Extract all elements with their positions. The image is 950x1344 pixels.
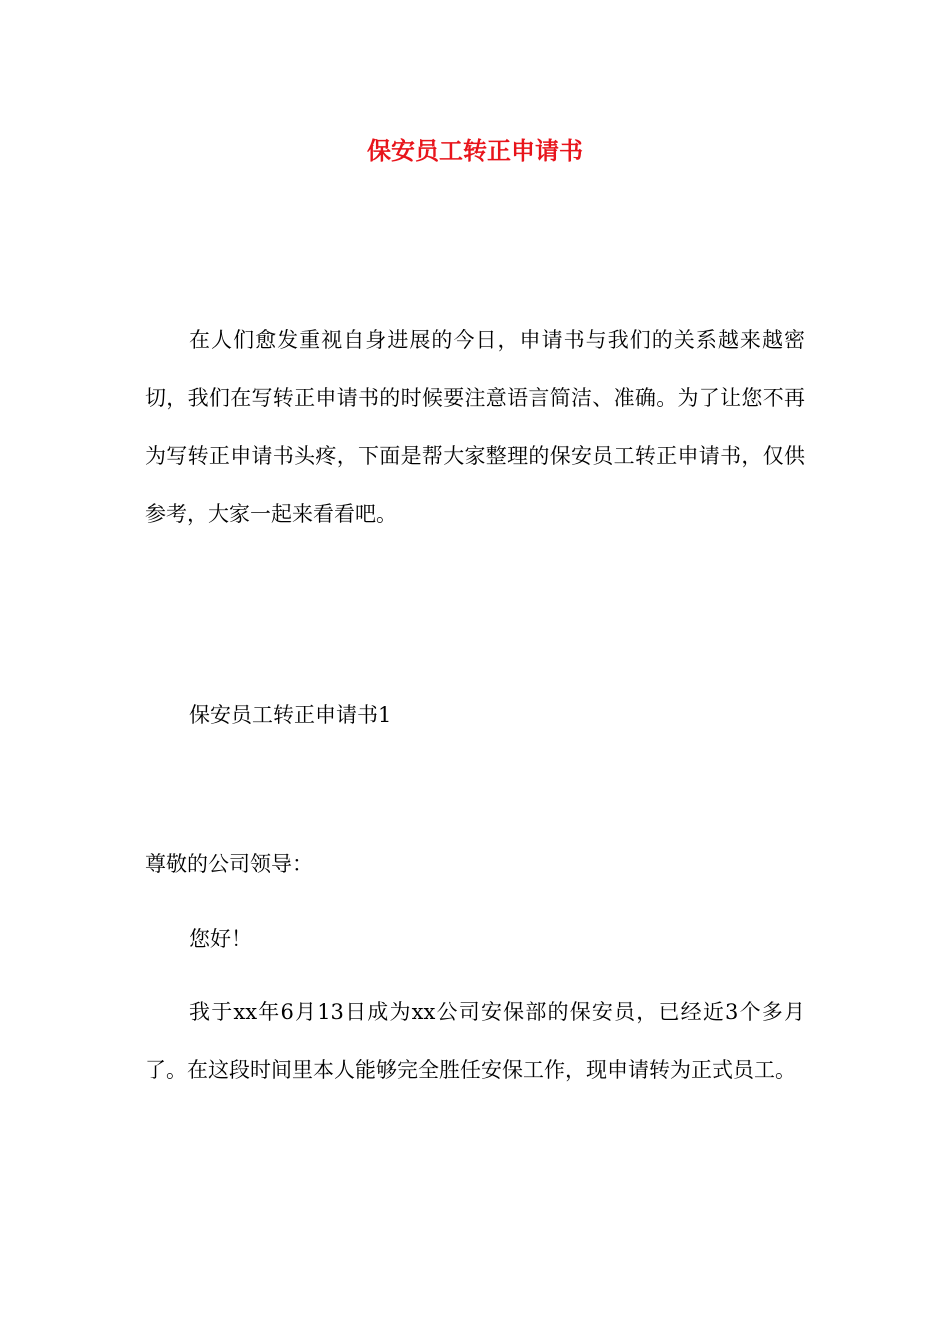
salutation: 尊敬的公司领导： bbox=[145, 852, 313, 876]
body-paragraph: 我于xx年6月13日成为xx公司安保部的保安员，已经近3个多月了。在这段时间里本人能够完全胜任安保工作，现申请转为正式员工。 bbox=[145, 1000, 805, 1082]
greeting: 您好！ bbox=[189, 927, 252, 951]
intro-paragraph: 在人们愈发重视自身进展的今日，申请书与我们的关系越来越密切，我们在写转正申请书的时候要注意语言简洁、准确。为了让您不再为写转正申请书头疼，下面是帮大家整理的保安员工转正申请书，仅供参考，大家一起来看看吧。 bbox=[145, 328, 805, 526]
section-heading: 保安员工转正申请书1 bbox=[189, 703, 392, 727]
document-title: 保安员工转正申请书 bbox=[367, 137, 583, 165]
